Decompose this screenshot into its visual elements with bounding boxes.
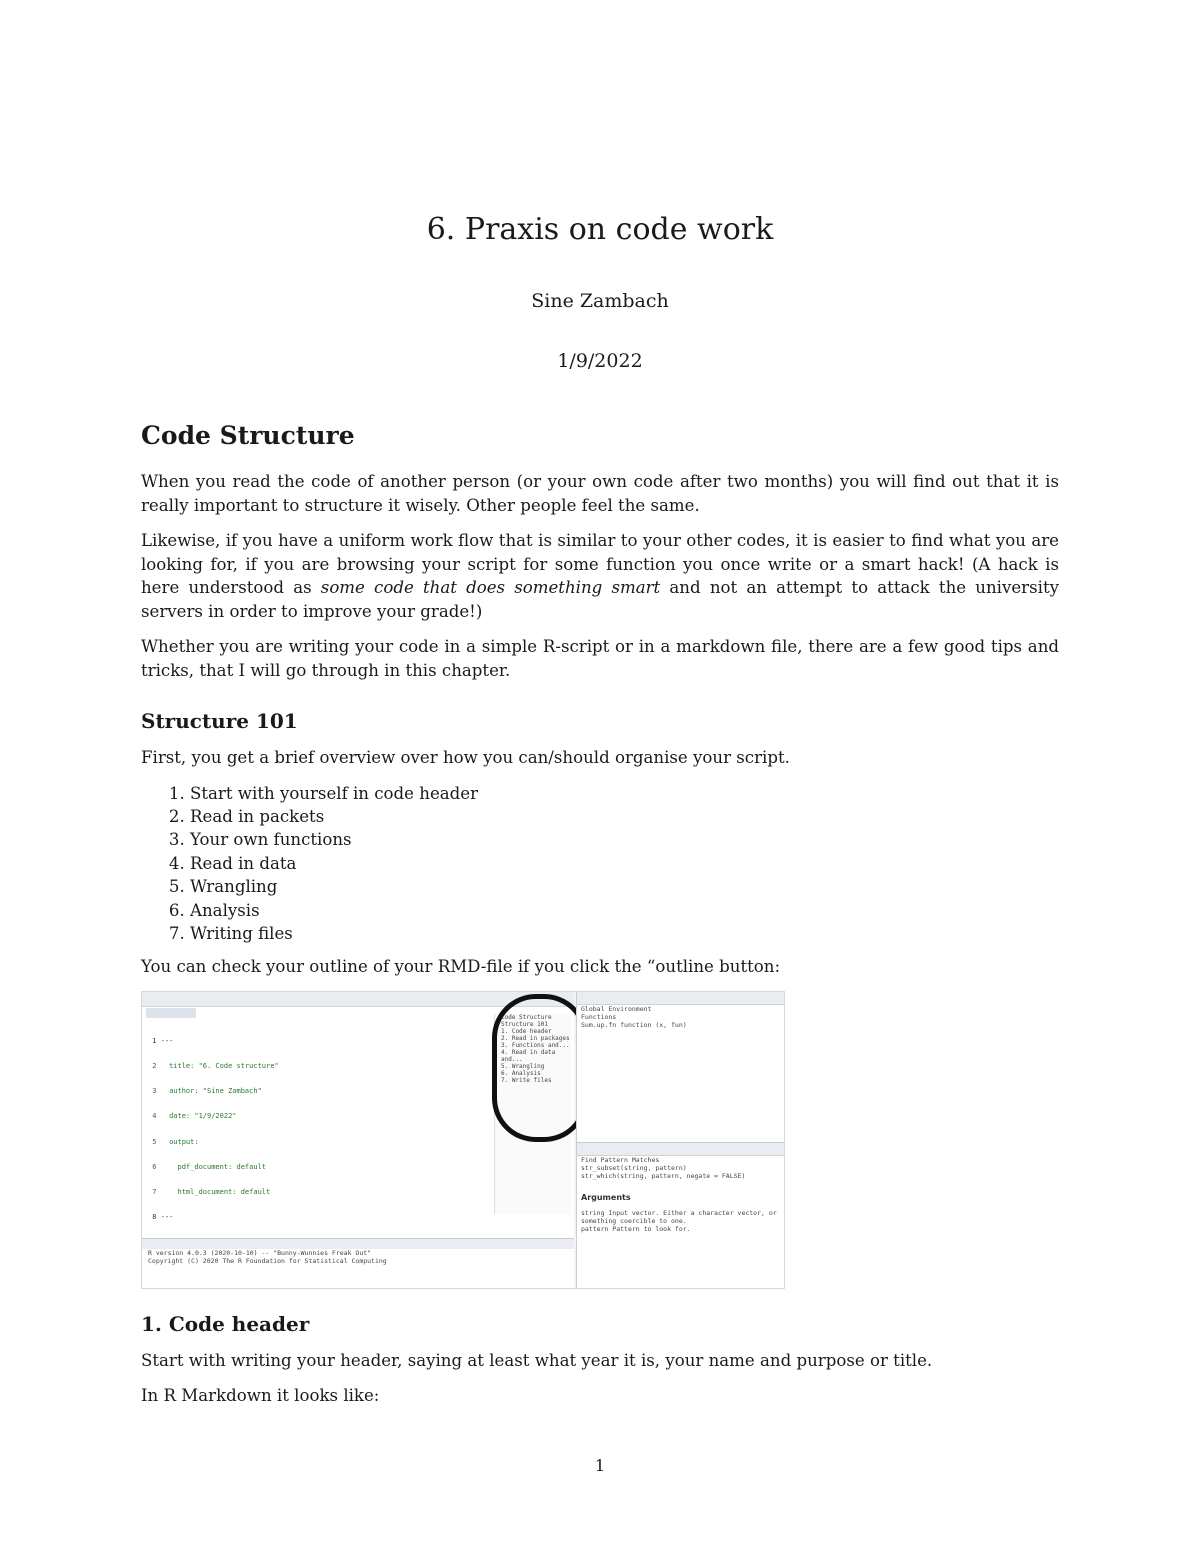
list-item: 1. Start with yourself in code header [190, 782, 1059, 805]
code-line: 3 author: "Sine Zambach" [148, 1087, 262, 1096]
code-line: 1 --- [148, 1036, 174, 1045]
side-panes [576, 992, 785, 1288]
subsection-heading-structure-101: Structure 101 [141, 709, 298, 733]
section-heading-code-header: 1. Code header [141, 1311, 310, 1336]
outline-item: 4. Read in data and... [501, 1048, 556, 1063]
code-line: 5 output: [148, 1137, 199, 1146]
help-argument: something coercible to one. [581, 1217, 687, 1226]
help-line: str_subset(string, pattern) [581, 1163, 687, 1172]
paragraph-likewise-emphasis: some code that does something smart [320, 578, 661, 597]
section-heading-code-structure: Code Structure [141, 421, 355, 450]
code-line: 7 html_document: default [148, 1187, 271, 1196]
environment-toolbar [577, 992, 785, 1005]
rstudio-screenshot-figure [141, 991, 785, 1289]
console-line: R version 4.0.3 (2020-10-10) -- "Bunny-Wunnies Freak Out" [148, 1248, 372, 1257]
paragraph-likewise-text: Likewise, if you have a uniform work flow that is similar to your other codes, it is easier to find what you are looking for, if you are browsing your script for some function you once write or a smart hack! (A hack is here understood as [141, 531, 1059, 597]
help-argument: string Input vector. Either a character vector, or [581, 1209, 777, 1218]
paragraph-whether: Whether you are writing your code in a simple R-script or in a markdown file, there are a few good tips and tricks, that I will go through in this chapter. [141, 637, 1059, 680]
console-pane [142, 1238, 574, 1289]
outline-item: 5. Wrangling [501, 1062, 545, 1070]
list-item: 2. Read in packets [190, 805, 1059, 828]
help-line: Find Pattern Matches [581, 1155, 660, 1164]
code-line: 2 title: "6. Code structure" [148, 1061, 279, 1070]
list-item: 3. Your own functions [190, 828, 1059, 851]
list-item: 5. Wrangling [190, 875, 1059, 898]
list-item: 4. Read in data [190, 852, 1059, 875]
environment-line: Global Environment [581, 1004, 652, 1013]
outline-item: 3. Functions and... [501, 1041, 570, 1049]
paragraph-intro: When you read the code of another person (or your own code after two months) you will find out that it is really important to structure it wisely. Other people feel the same. [141, 472, 1059, 515]
editor-pane [142, 992, 574, 1288]
console-tabs [142, 1239, 574, 1249]
code-line: 8 --- [148, 1213, 174, 1222]
help-tabs [577, 1143, 785, 1156]
document-author: Sine Zambach [531, 290, 669, 312]
help-argument: pattern Pattern to look for. [581, 1225, 691, 1234]
document-date: 1/9/2022 [557, 350, 643, 372]
console-line: Copyright (C) 2020 The R Foundation for Statistical Computing [148, 1256, 387, 1265]
structure-list [141, 782, 1059, 946]
paragraph-likewise [141, 529, 1059, 623]
code-line: 6 pdf_document: default [148, 1162, 267, 1171]
code-line: 4 date: "1/9/2022" [148, 1112, 237, 1121]
paragraph-header-instructions: Start with writing your header, saying at least what year it is, your name and purpose or title. [141, 1350, 933, 1370]
outline-item: 7. Write files [501, 1076, 552, 1084]
outline-highlight-circle [492, 994, 588, 1142]
paragraph-markdown-intro: In R Markdown it looks like: [141, 1386, 380, 1406]
help-line: str_which(string, pattern, negate = FALSE) [581, 1171, 746, 1180]
document-title: 6. Praxis on code work [426, 212, 774, 247]
paragraph-likewise-text-end: and not an attempt to attack the university servers in order to improve your grade!) [141, 578, 1059, 621]
outline-item: 2. Read in packages [501, 1034, 570, 1042]
document-body [141, 420, 1059, 1420]
list-item: 7. Writing files [190, 922, 1059, 945]
paragraph-outline-note: You can check your outline of your RMD-file if you click the “outline button: [141, 957, 781, 977]
outline-item: Structure 101 [501, 1020, 548, 1028]
paragraph-overview: First, you get a brief overview over how you can/should organise your script. [141, 748, 790, 767]
outline-item: 6. Analysis [501, 1069, 541, 1077]
outline-item: 1. Code header [501, 1027, 552, 1035]
outline-item: Code Structure [501, 1013, 552, 1021]
environment-line: Functions [581, 1012, 617, 1021]
list-item: 6. Analysis [190, 899, 1059, 922]
help-arguments-heading: Arguments [581, 1192, 631, 1202]
editor-tab [146, 1008, 196, 1018]
page-number: 1 [594, 1456, 606, 1475]
help-pane [577, 1142, 785, 1289]
environment-line: Sum.up.fn function (x, fun) [581, 1020, 687, 1029]
